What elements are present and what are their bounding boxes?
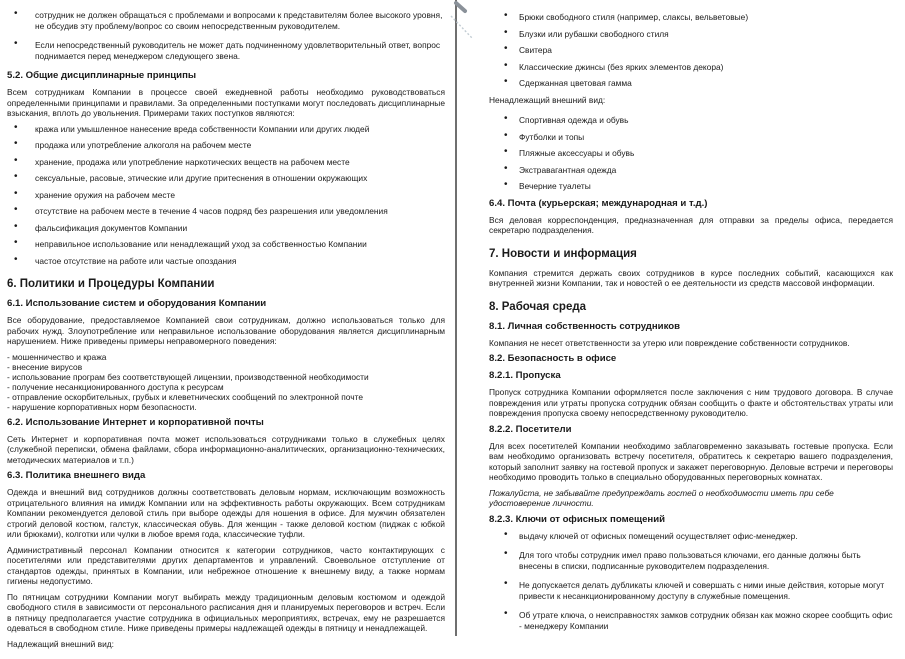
note-paragraph: Пожалуйста, не забывайте предупреждать гостей о необходимости иметь при себе удостоверение личности. [489,487,834,508]
bullet-item: • Блузки или рубашки свободного стиля [489,29,893,40]
bullet-item: • Спортивная одежда и обувь [489,115,893,126]
paragraph: Вся деловая корреспонденция, предназначенная для отправки за пределы офиса, передается секретарю подразделения. [489,214,893,235]
paragraph: Компания стремится держать своих сотрудников в курсе последних событий, касающихся как внутренней жизни Компании, так и новостей о ее деятельности из средств массовой информации. [489,267,893,288]
page-2 [489,0,893,640]
section-heading: 6.3. Политика внешнего вида [7,470,146,481]
subsection-heading: 8.2.1. Пропуска [489,370,561,381]
bullet-item: • хранение, продажа или употребление наркотических веществ на рабочем месте [7,157,445,168]
chapter-heading: 6. Политики и Процедуры Компании [7,278,215,290]
bullet-item: • продажа или употребление алкоголя на рабочем месте [7,140,445,151]
dash-line: - отправление оскорбительных, грубых и клеветнических сообщений по электронной почте [7,391,363,402]
paragraph: Всем сотрудникам Компании в процессе своей ежедневной работы необходимо руководствоваться определенными принципами и правилами. За определенными поступками могут последовать дисциплинарные взыскания, вплоть до увольнения. Примерами таких поступков являются: [7,87,445,118]
bullet-item: • Вечерние туалеты [489,181,893,192]
section-heading: 5.2. Общие дисциплинарные принципы [7,70,197,81]
dash-line: - мошенничество и кража [7,351,107,362]
page-divider [455,0,457,636]
chapter-heading: 7. Новости и информация [489,247,637,260]
dash-line: - использование програм без соответствующей лицензии, производственной необходимости [7,371,369,382]
bullet-item: • сотрудник не должен обращаться с проблемами и вопросами к представителям более высокого уровня, не обсудив эту проблему/вопрос со своим непосредственным руководителем. [7,10,445,31]
dash-line: - внесение вирусов [7,361,83,372]
bullet-item: • кража или умышленное нанесение вреда собственности Компании или других людей [7,124,445,135]
bullet-list [7,124,445,267]
bullet-list [7,10,445,61]
bullet-list [489,115,893,192]
bullet-item: • Если непосредственный руководитель не может дать подчиненному удовлетворительный ответ, вопрос поднимается перед менеджером следующего звена. [7,40,445,61]
bullet-item: • Экстравагантная одежда [489,165,893,176]
bullet-item: • Об утрате ключа, о неисправностях замков сотрудник обязан как можно скорее сообщить офис - менеджеру Компании [489,610,893,631]
pencil-artifact [447,0,479,44]
paragraph: Одежда и внешний вид сотрудников должны соответствовать деловым нормам, исключающим возможность отрицательного влияния на имидж Компании или на эффективность работы окружающих. Всем сотрудникам Компании рекомендуется деловой стиль при выборе одежды для ношения в офисе. Для мужчин обязателен строгий деловой костюм, галстук, классическая обувь. Для женщин - также деловой костюм (пиджак с юбкой или брюками), колготки или чулки в любое время года, классические туфли. [7,487,445,539]
bullet-item: • выдачу ключей от офисных помещений осуществляет офис-менеджер. [489,531,893,542]
subsection-heading: 8.2.2. Посетители [489,423,572,435]
section-heading: 8.2. Безопасность в офисе [489,353,617,364]
bullet-item: • Свитера [489,45,893,56]
bullet-item: • частое отсутствие на работе или частые опоздания [7,256,445,267]
paragraph: Сеть Интернет и корпоративная почта может использоваться сотрудниками только в служебных целях (служебной переписки, обмена файлами, сбора информационно-аналитических, организационно-технических, методических материалов и т.п.) [7,433,445,465]
chapter-heading: 8. Рабочая среда [489,300,587,313]
section-heading: 8.1. Личная собственность сотрудников [489,320,681,332]
list-label: Ненадлежащий внешний вид: [489,94,606,105]
section-heading: 6.4. Почта (курьерская; международная и т.д.) [489,197,708,209]
paragraph: Административный персонал Компании относится к категории сотрудников, часто контактирующих с посетителями или представителями других департаментов и управлений. Своевольное отступление от стандартов одежды, принятых в Компании, или небрежное отношение к внешнему виду, а также нормам гигиены недопустимо. [7,544,445,586]
bullet-list [489,531,893,632]
paragraph: Пропуск сотрудника Компании оформляется после заключения с ним трудового договора. В случае повреждения или утраты пропуска сотрудник обязан сообщить о факте и обстоятельствах утраты или повреждения пропуска своему непосредственному руководителю. [489,387,893,418]
bullet-item: • Пляжные аксессуары и обувь [489,148,893,159]
bullet-item: • отсутствие на рабочем месте в течение 4 часов подряд без разрешения или уведомления [7,206,445,217]
dash-list [7,352,445,412]
bullet-item: • фальсификация документов Компании [7,223,445,234]
page-1 [7,0,445,659]
bullet-item: • Футболки и топы [489,132,893,143]
bullet-item: • Брюки свободного стиля (например, слаксы, вельветовые) [489,12,893,23]
bullet-item: • неправильное использование или ненадлежащий уход за собственностью Компании [7,239,445,250]
dash-line: - нарушение корпоративных норм безопасности. [7,401,197,412]
bullet-item: • Сдержанная цветовая гамма [489,78,893,89]
bullet-item: • Классические джинсы (без ярких элементов декора) [489,62,893,73]
bullet-item: • Для того чтобы сотрудник имел право пользоваться ключами, его данные должны быть внесены в списки, подписанные руководителем подразделения. [489,550,893,571]
section-heading: 6.2. Использование Интернет и корпоративной почты [7,416,264,428]
bullet-list [489,12,893,89]
paragraph: Компания не несет ответственности за утерю или повреждение собственности сотрудников. [489,337,850,348]
section-heading: 6.1. Использование систем и оборудования Компании [7,298,267,309]
bullet-item: • хранение оружия на рабочем месте [7,190,445,201]
bullet-item: • Не допускается делать дубликаты ключей и совершать с ними иные действия, которые могут привести к несанкционированному доступу в служебные помещения. [489,580,893,601]
list-label: Надлежащий внешний вид: [7,638,114,649]
paragraph: По пятницам сотрудники Компании могут выбирать между традиционным деловым костюмом и одеждой свободного стиля в зависимости от персонального расписания дня и планируемых переговоров и встреч. Если в пятницу предполагается участие сотрудника в официальных мероприятиях, встречах, ему не разрешается одеваться в свободном стиле. Ниже приведены примеры надлежащей одежды в пятницу и ненадлежащей. [7,591,445,633]
bullet-item: • сексуальные, расовые, этические или другие притеснения в отношении окружающих [7,173,445,184]
dash-line: - получение несанкционированного доступа к ресурсам [7,381,224,392]
paragraph: Для всех посетителей Компании необходимо заблаговременно заказывать гостевые пропуска. Если вам необходимо организовать встречу посетителя, обратитесь к секретарю вашего подразделения, который заполнит заявку на гостевой пропуск и закажет переговорную. Деловые встречи и переговоры необходимо проводить только в специально оборудованных переговорных комнатах. [489,440,893,482]
subsection-heading: 8.2.3. Ключи от офисных помещений [489,513,666,525]
paragraph: Все оборудование, предоставляемое Компанией свои сотрудникам, должно использоваться только для рабочих нужд. Злоупотребление или неправильное использование оборудования является дисциплинарным нарушением. Ниже приведены примеры неправомерного поведения: [7,315,445,346]
